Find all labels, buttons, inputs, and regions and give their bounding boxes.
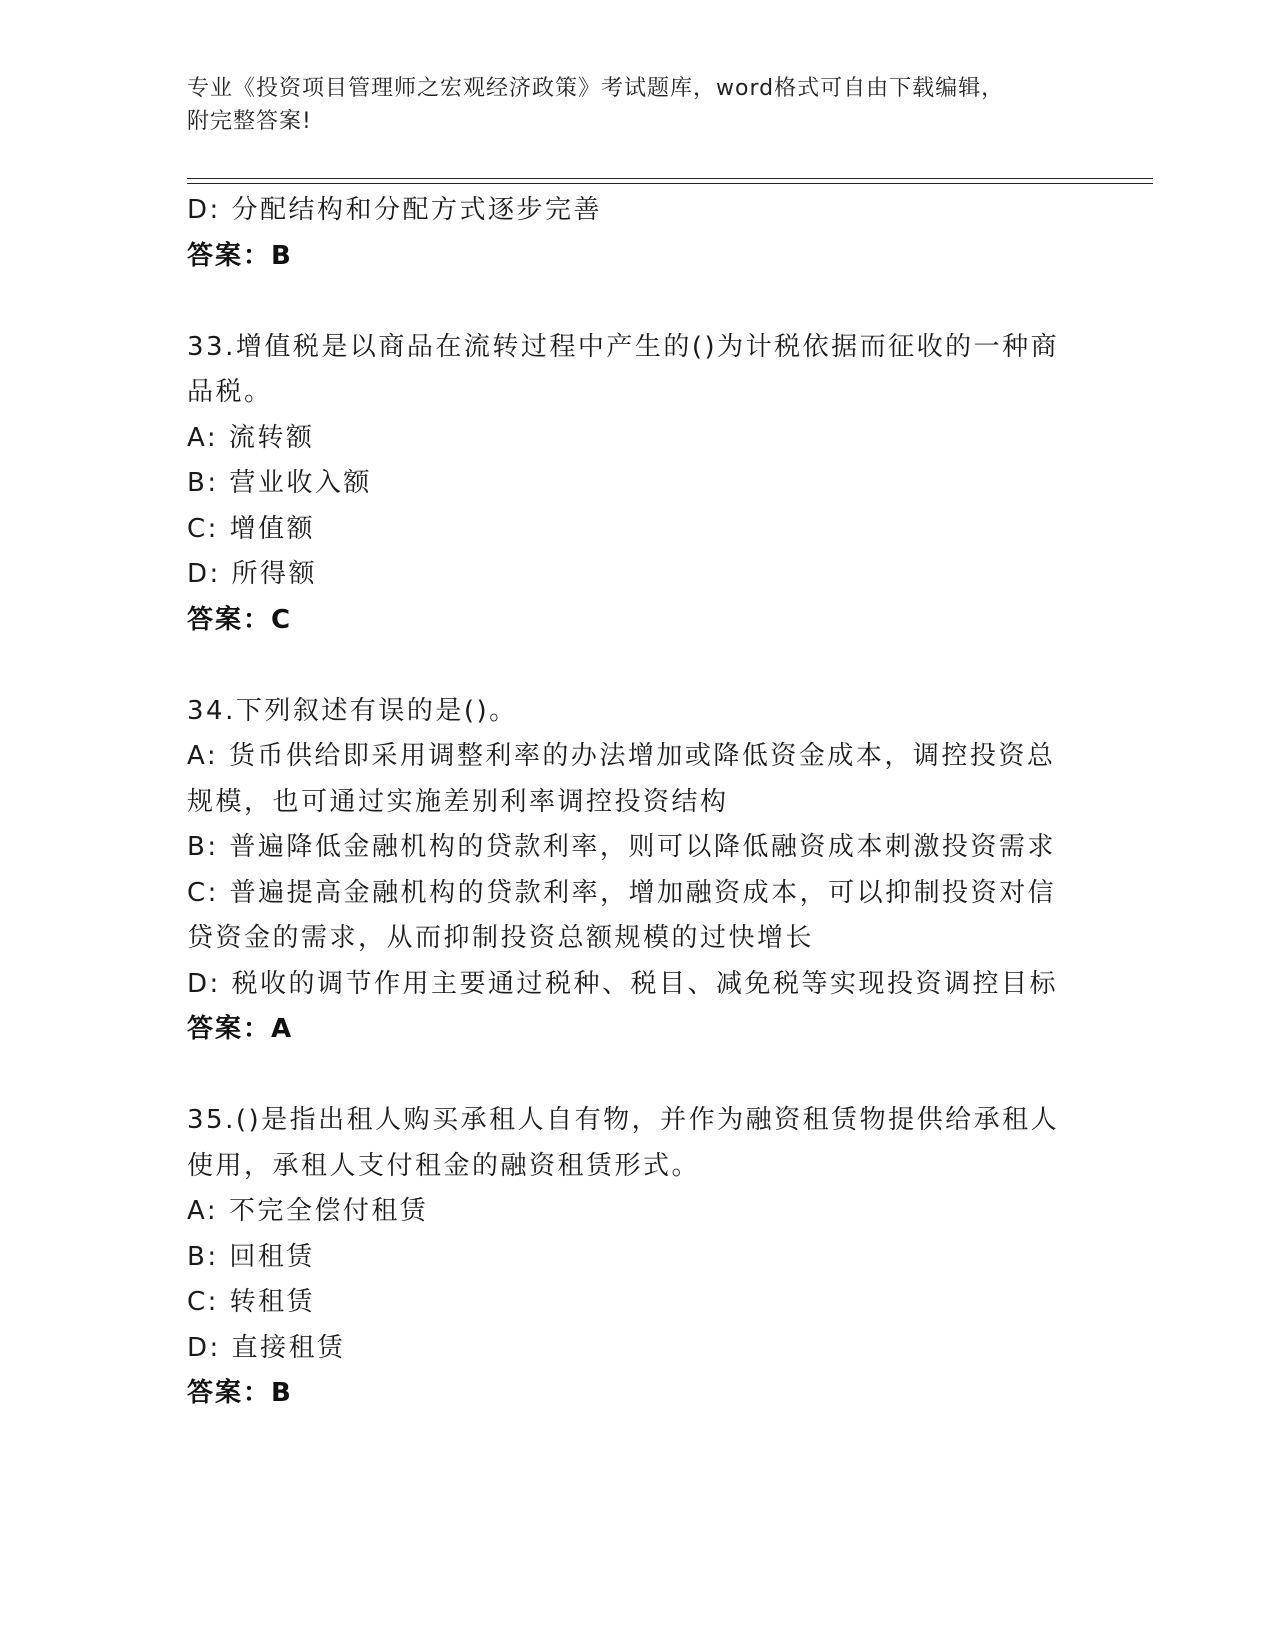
option-b: B: 普遍降低金融机构的贷款利率，则可以降低融资成本刺激投资需求 (187, 832, 1056, 862)
question-stem: 34.下列叙述有误的是()。 (187, 695, 518, 726)
question-32-tail (187, 188, 1067, 279)
question-stem: 使用，承租人支付租金的融资租赁形式。 (187, 1150, 701, 1181)
option-c-continued: 贷资金的需求，从而抑制投资总额规模的过快增长 (187, 923, 815, 953)
header-divider-bottom (187, 183, 1153, 184)
option-c: C: 普遍提高金融机构的贷款利率，增加融资成本，可以抑制投资对信 (187, 877, 1057, 908)
option-a: A: 流转额 (187, 422, 315, 453)
question-33 (187, 325, 1067, 644)
option-c: C: 转租赁 (187, 1287, 316, 1317)
option-c: C: 增值额 (187, 513, 316, 544)
option-b: B: 营业收入额 (187, 468, 372, 498)
header-divider-top (187, 178, 1153, 179)
option-d: D: 税收的调节作用主要通过税种、税目、减免税等实现投资调控目标 (187, 968, 1059, 999)
option-a: A: 货币供给即采用调整利率的办法增加或降低资金成本，调控投资总 (187, 741, 1056, 771)
option-a-continued: 规模，也可通过实施差别利率调控投资结构 (187, 786, 729, 817)
question-stem: 品税。 (187, 377, 273, 407)
document-body (187, 188, 1067, 1417)
header-line-2: 附完整答案! (187, 109, 312, 134)
answer-line: 答案：C (187, 604, 293, 635)
answer-line: 答案：A (187, 1014, 294, 1044)
question-stem: 35.()是指出租人购买承租人自有物，并作为融资租赁物提供给承租人 (187, 1105, 1060, 1135)
question-stem: 33.增值税是以商品在流转过程中产生的()为计税依据而征收的一种商 (187, 331, 1060, 362)
option-d: D: 所得额 (187, 559, 318, 589)
answer-line: 答案：B (187, 1378, 293, 1408)
option-b: B: 回租赁 (187, 1241, 315, 1272)
document-header (187, 72, 1077, 138)
option-d: D: 直接租赁 (187, 1332, 346, 1363)
header-line-1: 专业《投资项目管理师之宏观经济政策》考试题库，word格式可自由下载编辑， (187, 76, 1005, 101)
question-35 (187, 1098, 1067, 1417)
option-a: A: 不完全偿付租赁 (187, 1196, 429, 1226)
option-d: D: 分配结构和分配方式逐步完善 (187, 195, 603, 225)
answer-line: 答案：B (187, 240, 293, 271)
question-34 (187, 689, 1067, 1053)
